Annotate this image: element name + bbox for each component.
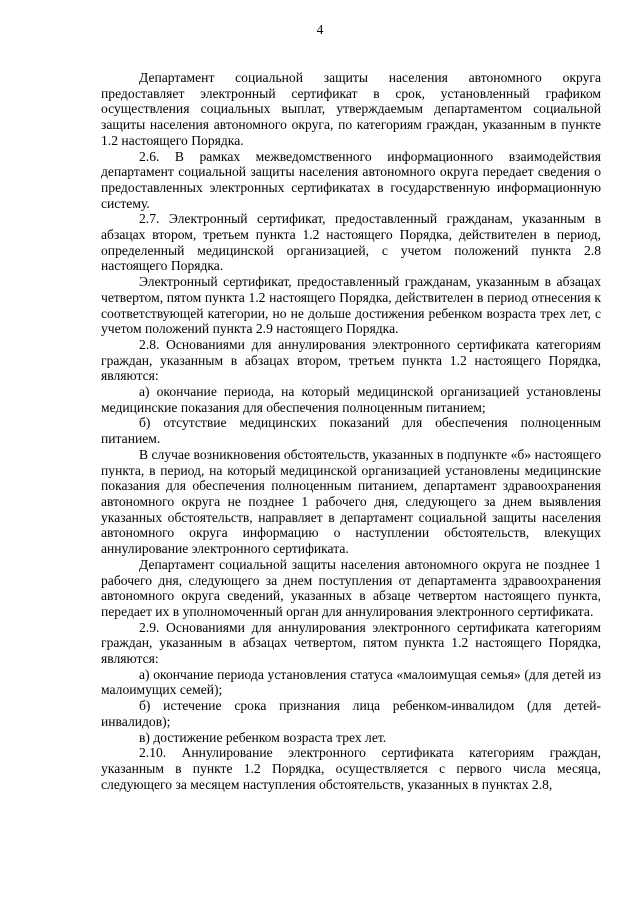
paragraph-2-6: 2.6. В рамках межведомственного информационного взаимодействия департамент социальной защиты населения автономного округа передает сведения о предоставленных электронных сертификатах в государственную информационную систему. bbox=[101, 148, 601, 211]
paragraph-2-9-a: а) окончание периода установления статуса «малоимущая семья» (для детей из малоимущих семей); bbox=[101, 666, 601, 698]
paragraph-2-8-b: б) отсутствие медицинских показаний для обеспечения полноценным питанием. bbox=[101, 415, 601, 447]
paragraph-2-7-validity: Электронный сертификат, предоставленный гражданам, указанным в абзацах четвертом, пятом пункта 1.2 настоящего Порядка, действителен в период отнесения к соответствующей категории, но не дольше достижения ребенком возраста трех лет, с учетом положений пункта 2.9 настоящего Порядка. bbox=[101, 274, 601, 337]
paragraph-2-9-c: в) достижение ребенком возраста трех лет. bbox=[139, 729, 387, 745]
paragraph-2-8: 2.8. Основаниями для аннулирования электронного сертификата категориям граждан, указанным в абзацах втором, третьем пункта 1.2 настоящего Порядка, являются: bbox=[101, 336, 601, 384]
paragraph-2-7: 2.7. Электронный сертификат, предоставленный гражданам, указанным в абзацах втором, третьем пункта 1.2 настоящего Порядка, действителен в период, определенный медицинской организацией, с учетом положений пункта 2.8 настоящего Порядка. bbox=[101, 211, 601, 274]
paragraph-2-8-circumstances: В случае возникновения обстоятельств, указанных в подпункте «б» настоящего пункта, в период, на который медицинской организацией установлены медицинские показания для обеспечения полноценным питанием, департамент здравоохранения автономного округа не позднее 1 рабочего дня, следующего за днем выявления указанных обстоятельств, направляет в департамент социальной защиты населения автономного округа информацию о наступлении обстоятельств, влекущих аннулирование электронного сертификата. bbox=[101, 446, 601, 557]
paragraph-2-9-b: б) истечение срока признания лица ребенком-инвалидом (для детей-инвалидов); bbox=[101, 698, 601, 729]
paragraph-2-10: 2.10. Аннулирование электронного сертификата категориям граждан, указанным в пункте 1.2 Порядка, осуществляется с первого числа месяца, следующего за месяцем наступления обстоятельств, указанных в пунктах 2.8, bbox=[101, 745, 601, 792]
document-body bbox=[101, 70, 601, 792]
paragraph-certificate-schedule: Департамент социальной защиты населения автономного округа предоставляет электронный сертификат в срок, установленный графиком осуществления социальных выплат, утверждаемым департаментом социальной защиты населения автономного округа, по категориям граждан, указанным в пункте 1.2 настоящего Порядка. bbox=[101, 70, 601, 148]
page-number: 4 bbox=[316, 22, 324, 37]
paragraph-2-9: 2.9. Основаниями для аннулирования электронного сертификата категориям граждан, указанным в абзацах четвертом, пятом пункта 1.2 настоящего Порядка, являются: bbox=[101, 619, 601, 667]
paragraph-2-8-transfer: Департамент социальной защиты населения автономного округа не позднее 1 рабочего дня, следующего за днем поступления от департамента здравоохранения автономного округа сведений, указанных в абзаце четвертом настоящего пункта, передает их в уполномоченный орган для аннулирования электронного сертификата. bbox=[101, 556, 601, 619]
paragraph-2-8-a: а) окончание периода, на который медицинской организацией установлены медицинские показания для обеспечения полноценным питанием; bbox=[101, 384, 601, 415]
